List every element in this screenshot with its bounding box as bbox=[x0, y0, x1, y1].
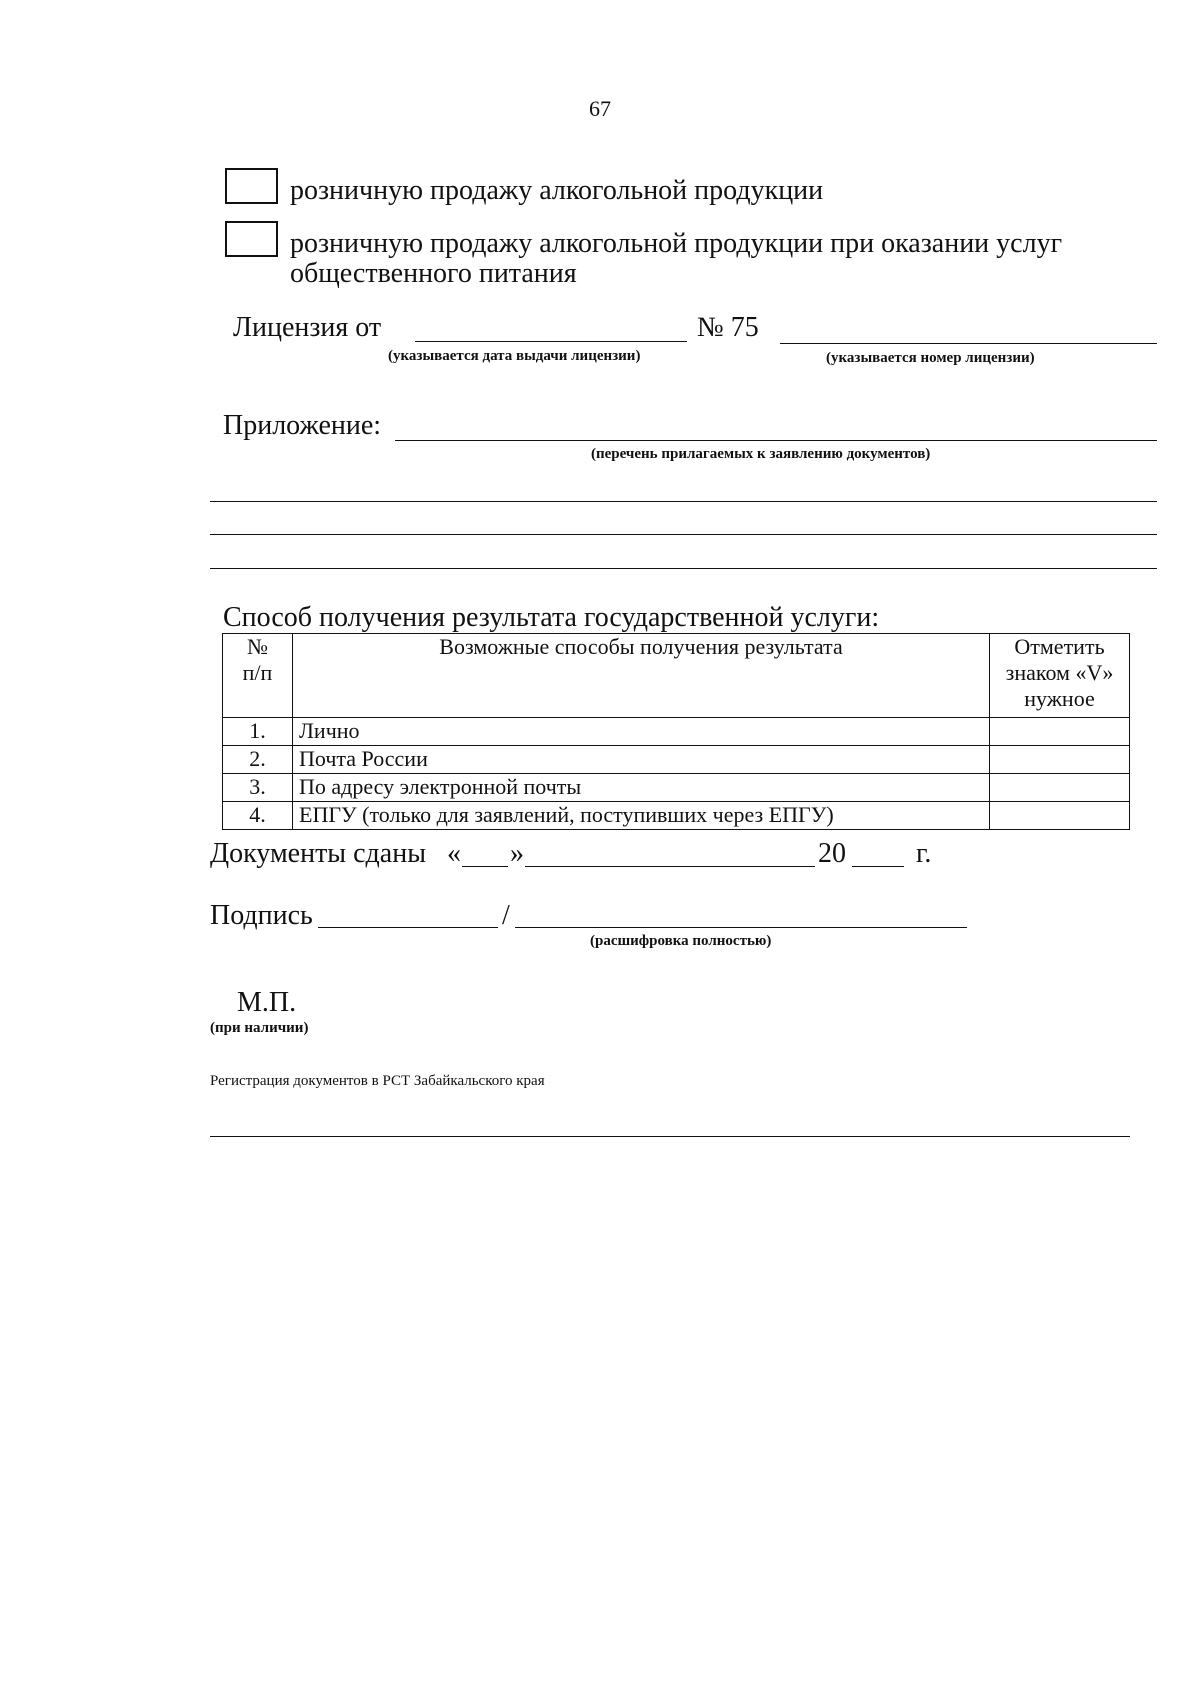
row-num: 1. bbox=[223, 718, 293, 746]
stamp-label: М.П. bbox=[237, 987, 297, 1018]
method-table bbox=[222, 633, 1130, 830]
signature-decoding-field[interactable] bbox=[515, 927, 967, 928]
row-method: По адресу электронной почты bbox=[293, 774, 990, 802]
checkbox-retail-alcohol[interactable] bbox=[225, 168, 278, 204]
row-num: 4. bbox=[223, 802, 293, 830]
signature-label: Подпись bbox=[210, 900, 313, 931]
attachment-line-2[interactable] bbox=[210, 501, 1157, 502]
submitted-day-field[interactable] bbox=[462, 866, 508, 867]
submitted-year-prefix: 20 bbox=[818, 838, 846, 869]
registration-label: Регистрация документов в РСТ Забайкальского края bbox=[210, 1073, 545, 1089]
checkbox-retail-alcohol-catering[interactable] bbox=[225, 221, 278, 257]
license-number-label: № 75 bbox=[697, 312, 759, 343]
row-mark-cell[interactable] bbox=[990, 746, 1130, 774]
submitted-open-quote: « bbox=[447, 838, 461, 869]
option-label-retail-alcohol-catering-2: общественного питания bbox=[290, 258, 577, 289]
table-row bbox=[223, 774, 1130, 802]
attachment-field[interactable] bbox=[395, 440, 1157, 441]
method-title: Способ получения результата государственной услуги: bbox=[223, 602, 880, 633]
row-mark-cell[interactable] bbox=[990, 774, 1130, 802]
header-mark-line1: Отметить bbox=[1014, 634, 1105, 659]
row-mark-cell[interactable] bbox=[990, 802, 1130, 830]
table-row bbox=[223, 746, 1130, 774]
stamp-hint: (при наличии) bbox=[210, 1020, 309, 1036]
submitted-month-field[interactable] bbox=[525, 866, 815, 867]
signature-field[interactable] bbox=[318, 927, 498, 928]
method-table-header bbox=[223, 634, 1130, 718]
attachment-label: Приложение: bbox=[223, 410, 382, 441]
license-date-hint: (указывается дата выдачи лицензии) bbox=[388, 348, 641, 364]
signature-hint: (расшифровка полностью) bbox=[590, 933, 772, 949]
attachment-line-4[interactable] bbox=[210, 568, 1157, 569]
header-method: Возможные способы получения результата bbox=[293, 634, 990, 718]
row-method: Почта России bbox=[293, 746, 990, 774]
license-number-hint: (указывается номер лицензии) bbox=[826, 350, 1035, 366]
submitted-close-quote: » bbox=[510, 838, 524, 869]
header-mark-line3: нужное bbox=[1024, 686, 1095, 711]
signature-slash: / bbox=[502, 900, 510, 931]
row-mark-cell[interactable] bbox=[990, 718, 1130, 746]
header-mark bbox=[990, 634, 1130, 718]
row-method: ЕПГУ (только для заявлений, поступивших через ЕПГУ) bbox=[293, 802, 990, 830]
option-label-retail-alcohol: розничную продажу алкогольной продукции bbox=[290, 175, 824, 206]
page-number: 67 bbox=[589, 96, 611, 121]
table-row bbox=[223, 802, 1130, 830]
submitted-year-suffix: г. bbox=[916, 838, 932, 869]
table-row bbox=[223, 718, 1130, 746]
attachment-hint: (перечень прилагаемых к заявлению документов) bbox=[591, 446, 931, 462]
row-method: Лично bbox=[293, 718, 990, 746]
submitted-year-field[interactable] bbox=[852, 866, 904, 867]
attachment-line-3[interactable] bbox=[210, 534, 1157, 535]
header-num-line1: № bbox=[247, 634, 268, 659]
license-label: Лицензия от bbox=[233, 312, 382, 343]
registration-field[interactable] bbox=[210, 1136, 1130, 1137]
license-number-field[interactable] bbox=[780, 343, 1157, 344]
header-num-line2: п/п bbox=[242, 660, 273, 685]
header-mark-line2: знаком «V» bbox=[1005, 660, 1114, 685]
row-num: 2. bbox=[223, 746, 293, 774]
header-num bbox=[223, 634, 293, 718]
option-label-retail-alcohol-catering-1: розничную продажу алкогольной продукции при оказании услуг bbox=[290, 228, 1063, 259]
submitted-label: Документы сданы bbox=[210, 838, 427, 869]
license-date-field[interactable] bbox=[415, 341, 687, 342]
row-num: 3. bbox=[223, 774, 293, 802]
